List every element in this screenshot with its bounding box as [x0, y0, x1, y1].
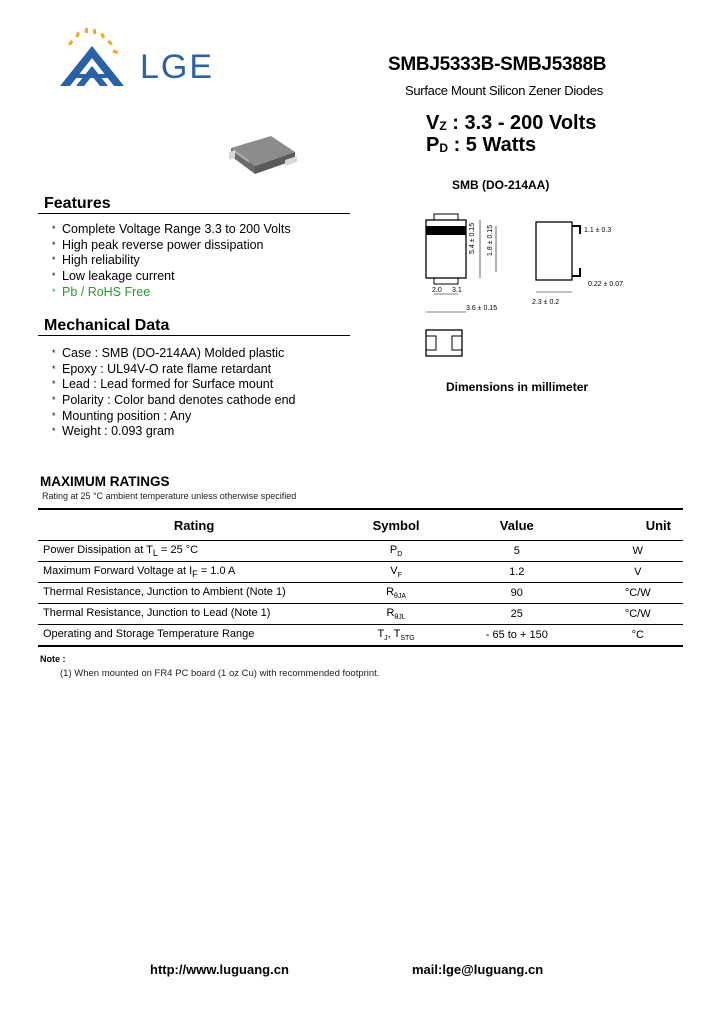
list-item: * Epoxy : UL94V-O rate flame retardant [52, 361, 272, 376]
symbol-cell: $R_{\theta JL}$ [351, 604, 441, 625]
dim-lead-gap: 0.22 ± 0.07 [588, 281, 623, 288]
list-item: * Low leakage current [52, 269, 175, 284]
note-label: Note : [40, 654, 66, 664]
ratings-table [38, 508, 683, 647]
list-item: * High peak reverse power dissipation [52, 237, 264, 252]
list-item: * Mounting position : Any [52, 408, 192, 423]
col-value-header: Value [441, 509, 592, 541]
table-row [38, 625, 683, 647]
value-cell: 1.2 [441, 562, 592, 583]
features-divider [38, 213, 350, 214]
dim-width-total: 3.6 ± 0.15 [466, 305, 498, 312]
symbol-cell: $V_F$ [351, 562, 441, 583]
col-rating-header: Rating [38, 509, 351, 541]
package-dimension-drawing [410, 212, 650, 362]
list-item: * Lead : Lead formed for Surface mount [52, 377, 274, 392]
ratings-heading: MAXIMUM RATINGS [40, 474, 170, 489]
rating-cell: Power Dissipation at $T_L = 25$ °C [38, 541, 351, 562]
mechanical-list [52, 346, 296, 440]
list-item-rohs: * Pb / RoHS Free [52, 284, 151, 299]
footer-website-link[interactable]: http://www.luguang.cn [150, 962, 289, 977]
col-symbol-header: Symbol [351, 509, 441, 541]
list-item: * Weight : 0.093 gram [52, 424, 175, 439]
unit-cell: °C/W [592, 604, 683, 625]
col-unit-header: Unit [592, 509, 683, 541]
table-row [38, 604, 683, 625]
list-item: * High reliability [52, 253, 140, 268]
dimensions-caption: Dimensions in millimeter [446, 380, 589, 394]
table-row [38, 541, 683, 562]
rating-cell: Maximum Forward Voltage at $I_F = 1.0$ A [38, 562, 351, 583]
part-subtitle: Surface Mount Silicon Zener Diodes [405, 83, 603, 98]
dim-side-width: 2.3 ± 0.2 [532, 299, 560, 306]
rating-cell: Thermal Resistance, Junction to Ambient (Note 1) [38, 583, 351, 604]
dim-lead-thickness: 1.1 ± 0.3 [584, 227, 612, 234]
list-item: * Case : SMB (DO-214AA) Molded plastic [52, 346, 285, 360]
value-cell: 25 [441, 604, 592, 625]
symbol-cell: $R_{\theta JA}$ [351, 583, 441, 604]
value-cell: - 65 to + 150 [441, 625, 592, 647]
part-title: SMBJ5333B-SMBJ5388B [388, 54, 607, 75]
value-cell: 5 [441, 541, 592, 562]
unit-cell: V [592, 562, 683, 583]
value-cell: 90 [441, 583, 592, 604]
table-row [38, 562, 683, 583]
rating-cell: Operating and Storage Temperature Range [38, 625, 351, 647]
vz-spec: $V_Z$ : 3.3 - 200 Volts [426, 112, 597, 134]
unit-cell: W [592, 541, 683, 562]
features-heading: Features [44, 195, 111, 212]
ratings-condition-note: Rating at 25 °C ambient temperature unless otherwise specified [42, 491, 297, 501]
dim-width-pad: 3.1 [452, 287, 462, 294]
note-item: (1) When mounted on FR4 PC board (1 oz Cu) with recommended footprint. [60, 668, 380, 679]
table-header-row [38, 509, 683, 541]
unit-cell: °C/W [592, 583, 683, 604]
list-item: * Polarity : Color band denotes cathode end [52, 393, 296, 408]
footer-email-link[interactable]: mail:lge@luguang.cn [412, 962, 544, 977]
pd-spec: $P_D$ : 5 Watts [426, 134, 537, 156]
dim-width-inner: 2.0 [432, 287, 442, 294]
symbol-cell: $P_D$ [351, 541, 441, 562]
package-title: SMB (DO-214AA) [452, 178, 550, 192]
brand-name: LGE [140, 48, 215, 86]
features-list [52, 222, 291, 300]
smb-package-photo [225, 130, 305, 180]
table-row [38, 583, 683, 604]
rating-cell: Thermal Resistance, Junction to Lead (Note 1) [38, 604, 351, 625]
list-item: * Complete Voltage Range 3.3 to 200 Volts [52, 222, 291, 236]
lge-logo-icon [58, 28, 138, 92]
mechanical-heading: Mechanical Data [44, 317, 170, 334]
unit-cell: °C [592, 625, 683, 647]
dim-height-body: 5.4 ± 0.15 [469, 222, 476, 254]
dim-height-lead: 1.8 ± 0.15 [487, 224, 494, 256]
mechanical-divider [38, 335, 350, 336]
symbol-cell: $T_J$, $T_{STG}$ [351, 625, 441, 647]
